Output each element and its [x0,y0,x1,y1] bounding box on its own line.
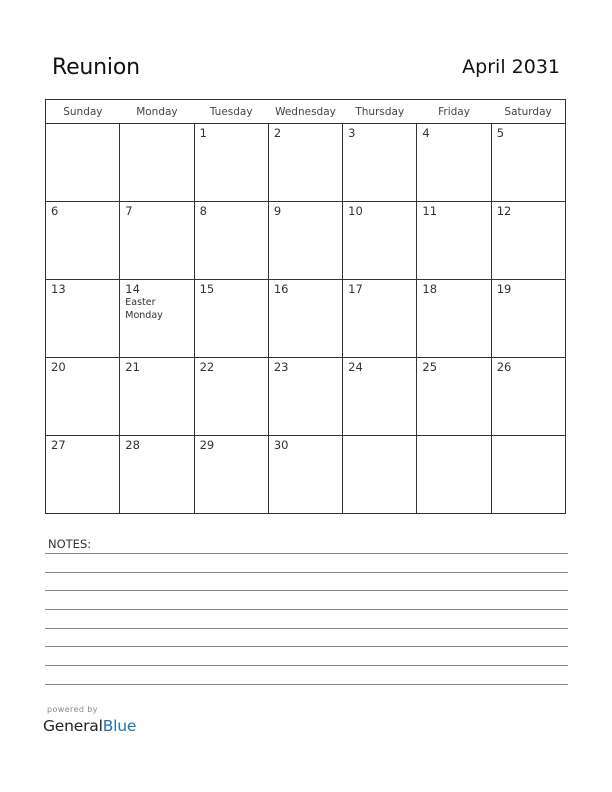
day-number: 4 [422,126,430,140]
day-cell [46,436,120,514]
day-cell [491,124,565,202]
notes-label: NOTES: [48,537,92,551]
note-line [45,590,568,591]
day-cell [46,358,120,436]
day-cell [491,280,565,358]
day-cell [194,436,268,514]
note-line [45,553,568,554]
note-line [45,628,568,629]
day-cell [417,280,491,358]
day-cell [343,124,417,202]
day-cell [120,124,194,202]
day-number [120,124,193,127]
day-number [492,436,565,439]
calendar-body [46,124,566,514]
weekday-header: Sunday [46,100,120,124]
day-number: 9 [273,204,282,218]
note-line [45,684,568,685]
weekday-header: Wednesday [268,100,342,124]
day-number: 30 [273,438,289,452]
note-line [45,646,568,647]
day-number: 29 [199,438,215,452]
day-number: 27 [51,438,66,452]
weekday-header: Thursday [343,100,417,124]
day-number [46,124,119,127]
day-number: 13 [51,282,66,296]
day-number [417,436,490,439]
day-cell [417,124,491,202]
day-cell [268,280,342,358]
day-number: 23 [273,360,289,374]
day-cell [491,358,565,436]
day-number: 20 [51,360,66,374]
day-number: 15 [199,282,215,296]
day-number: 24 [348,360,363,374]
day-number: 19 [496,282,512,296]
day-number: 26 [496,360,512,374]
day-cell [343,358,417,436]
day-cell [343,436,417,514]
day-number: 10 [348,204,363,218]
day-cell [268,202,342,280]
day-number: 6 [51,204,59,218]
day-cell [268,358,342,436]
note-line [45,665,568,666]
day-cell [417,358,491,436]
holiday-label: Easter [125,297,156,308]
day-cell [343,280,417,358]
week-row [46,202,566,280]
logo-blue: Blue [102,717,137,735]
week-row [46,124,566,202]
day-cell [194,358,268,436]
day-cell [417,202,491,280]
day-number: 11 [422,204,438,218]
note-line [45,572,568,573]
day-cell [120,436,194,514]
day-cell [46,202,120,280]
day-number: 2 [273,126,282,140]
day-cell [268,436,342,514]
day-cell [194,202,268,280]
day-number: 12 [496,204,512,218]
day-cell [417,436,491,514]
day-number: 17 [348,282,363,296]
day-cell [194,280,268,358]
day-number: 14 [125,282,140,296]
region-title: Reunion [52,55,140,80]
day-number: 1 [199,126,207,140]
day-number: 18 [422,282,438,296]
day-number: 16 [273,282,289,296]
day-number: 21 [125,360,140,374]
holiday-label: Monday [125,310,163,321]
powered-by-text: powered by [47,705,98,714]
day-cell [46,124,120,202]
week-row [46,436,566,514]
day-cell [491,436,565,514]
note-line [45,609,568,610]
day-cell [46,280,120,358]
day-number [343,436,416,439]
calendar-grid [45,99,566,514]
day-number: 3 [348,126,356,140]
day-cell [491,202,565,280]
week-row [46,280,566,358]
weekday-header: Monday [120,100,194,124]
logo-general: General [43,717,103,735]
weekday-header-row [46,100,566,124]
day-cell [120,358,194,436]
week-row [46,358,566,436]
day-cell [120,280,194,358]
day-cell [343,202,417,280]
day-cell [120,202,194,280]
generalblue-logo [43,717,136,735]
day-number: 8 [199,204,207,218]
day-number: 5 [496,126,505,140]
day-number: 28 [125,438,140,452]
weekday-header: Tuesday [194,100,268,124]
month-title: April 2031 [462,56,560,78]
day-cell [194,124,268,202]
day-cell [268,124,342,202]
day-number: 25 [422,360,438,374]
weekday-header: Saturday [491,100,565,124]
day-number: 22 [199,360,215,374]
day-number: 7 [125,204,133,218]
weekday-header: Friday [417,100,491,124]
